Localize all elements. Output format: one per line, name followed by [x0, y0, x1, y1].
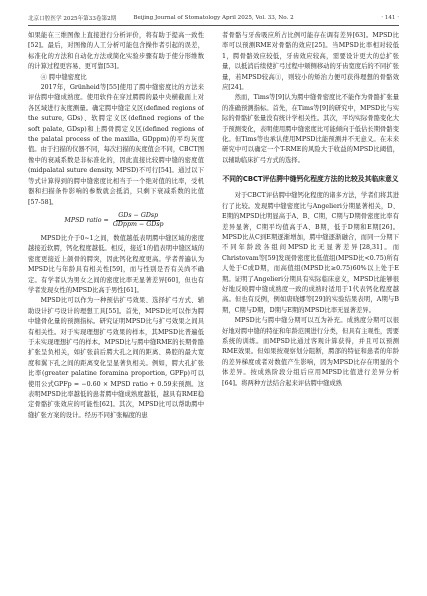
paragraph: 如果能在三维图像上直接进行分析评价，将有助于提高一致性[52]。最后，对图像的人工分析可能包含操作者引起的误差，标准化的方法和自动化方法或简化实验步骤有助于使分形维数的计算过程更容易、更可靠[53]。	[28, 32, 204, 71]
journal-title-en: Beijing Journal of Stomatology April 2025, Vol. 33, No. 2	[133, 15, 294, 21]
paragraph: 者骨骼与牙齿吸应所占比例可能存在调有差异[63]。MPSD比率可以预测RME对骨骼的效应[25]。当MPSD比率相对较低1，腭骨骼效应较低，牙齿效应较高，需要设计更大的总扩张量，以抵消后续使扩弓过程中颊侧移动的牙齿宽度后的不同扩张量，若MPSD较高①，则较小的矫治力便可获得理想的骨骼效应[24]。	[222, 32, 399, 92]
formula-numerator: GDs − GDsp	[118, 212, 159, 220]
paragraph: MPSD比可以作为一种预估扩弓效果、选择扩弓方式、辅助设计扩弓设计的理想工具[55]。首先，MPSD比可以作为腭中缝骨化量的预测指标。研究证明MPSD比与扩弓效果之间具有相关性。对于实现理想扩弓效果的样本，其MPSD比普遍低于未实现理想扩弓的样本。MPSD比与腭中缝RME的长期骨骼扩张呈负相关，如扩张前后腭大孔之间的距离、鼻腔的最大宽度和翼下孔之间的距离变化呈显著负相关。例如，腭大孔扩张比率(greater palatine foramina proportion, GPFp)可以使用公式GPFp = −0.60 × MPSD ratio + 0.59来预测。这表明MPSD比率越低的患者腭中缝成熟度越低，越具有RME稳定骨骼扩张效应的可能性[62]。其次，MPSD比可以帮助腭中缝扩张方案的设计。经历不同扩张幅度的患	[28, 297, 204, 419]
mpsd-formula	[28, 210, 204, 232]
paragraph: MPSD比介于0~1之间，数值越低表明腭中缝区域的密度越接近软腭，钙化程度越低。相反，接近1的值表明中缝区域的密度更接近上颌骨的腭突，因此钙化程度更高。学者普遍认为MPSD比与年龄具有相关性[59]，而与性别是否有关尚不确定。有学者认为男女之间的密度比率无显著差异[60]，但也有学者发现女性的MPSD比高于男性[61]。	[28, 234, 204, 294]
paragraph: 对于CBCT评估腭中缝钙化程度的诸多方法，学者们将其进行了比较。发现腭中缝密度比与Angelieri分期显著相关，D、E期的MPSD比明显高于A、B、C期，C期与D期骨密度比率有差异显著，C期平均值高于A、B期，低于D期和E期[26]。MPSD比从C到E期逐渐增加，腭中缝逐渐融合，而同一分期下不同年龄段各组间MPSD比无显著差异[28,31]。而Christovam等[59]发现骨密度比低值组(MPSD比<0.75)所有人处于C或D期，而高值组(MPSD比≥0.75)60%以上处于E期。证明了Angelieri分期具有实际临床意义，MPSD比能够很好地反映腭中缝成熟度一致的成熟时适用于1代表钙化程度越高。但也有反例，例如唐晓娜等[29]的实验结果表明，A期与B期，C期与D期，D期与E期的MPSD比率无显著差异。	[222, 192, 399, 314]
formula-denominator: GDppm − GDsp	[112, 221, 164, 229]
formula-lhs: MPSD ratio =	[64, 216, 109, 224]
formula-fraction	[111, 212, 166, 229]
right-column	[222, 31, 399, 420]
paragraph: 2017年，Grünheid等[55]使用了腭中缝密度比的方法来评估腭中缝成熟度。使用软件在穿过腭腭的最中央横截面上对各区域进行灰度测量。确定腭中缝定义区(defined regions of the suture, GDs)、软腭定义区(defined regions of the soft palate, GDsp)和上腭骨腭定义区(defined regions of the palatal process of the maxilla, GDppm)的平均灰度值。由于扫描的仪器不同，每次扫描的灰度值会不同，CBCT图像中的衰减系数是非标准化的，因此直接比较腭中缝的密度值(midpalatal suture density, MPSD)不可行[54]。通过以下等式计算得到的腭中缝密度比相当于一个绝对值的比率，受机器和扫描条件影响的参数就会抵消，只剩下衰减系数的比值[57-58]。	[28, 84, 204, 206]
left-column	[28, 31, 204, 420]
header-rule	[28, 25, 399, 26]
paragraph: MPSD比与腭中缝分期可以互为补充。成熟度分期可以很好地对腭中缝的特征和年龄范围进行分类，但具有主观性，需要系统的训练。而MPSD比通过客观计算获得，并且可以预测RME效果。但如果按观察划分阻断，腭部的特征和患者的年龄的差异梯度或者对数值产生影响，因为MPSD比存在明显的个体差异。按成熟阶段分组后应用MPSD比值进行差异分析[64]。将两种方法结合起来评估腭中缝成熟	[222, 317, 399, 387]
journal-issue: 北京口腔医学 2025年第33卷第2期	[28, 16, 117, 22]
subsection-heading: ④ 腭中缝密度比	[40, 73, 87, 81]
paragraph: 然而，Tims等[9]认为腭中缝骨密度比不能作为骨骼扩张量的准确预测指标。首先，在Tims等[9]的研究中，MPSD比与实际的骨骼扩张量没有统计学相关性。其次，平均实际骨骼变化大于预测变化，表明使用腭中缝密度比可能倾向于低估长期骨骼变化。但Tims等也承认使用MPSD比能预测并不无意义。在未来研究中可以确定一个T-RME的风险大于收益的MPSD比阈值，以辅助临床扩弓方式的选择。	[222, 94, 399, 164]
page-header	[28, 12, 399, 24]
page-number: · 141 ·	[381, 15, 399, 21]
section-title: 不同的CBCT评估腭中缝钙化程度方法的比较及其临床意义	[222, 175, 399, 184]
